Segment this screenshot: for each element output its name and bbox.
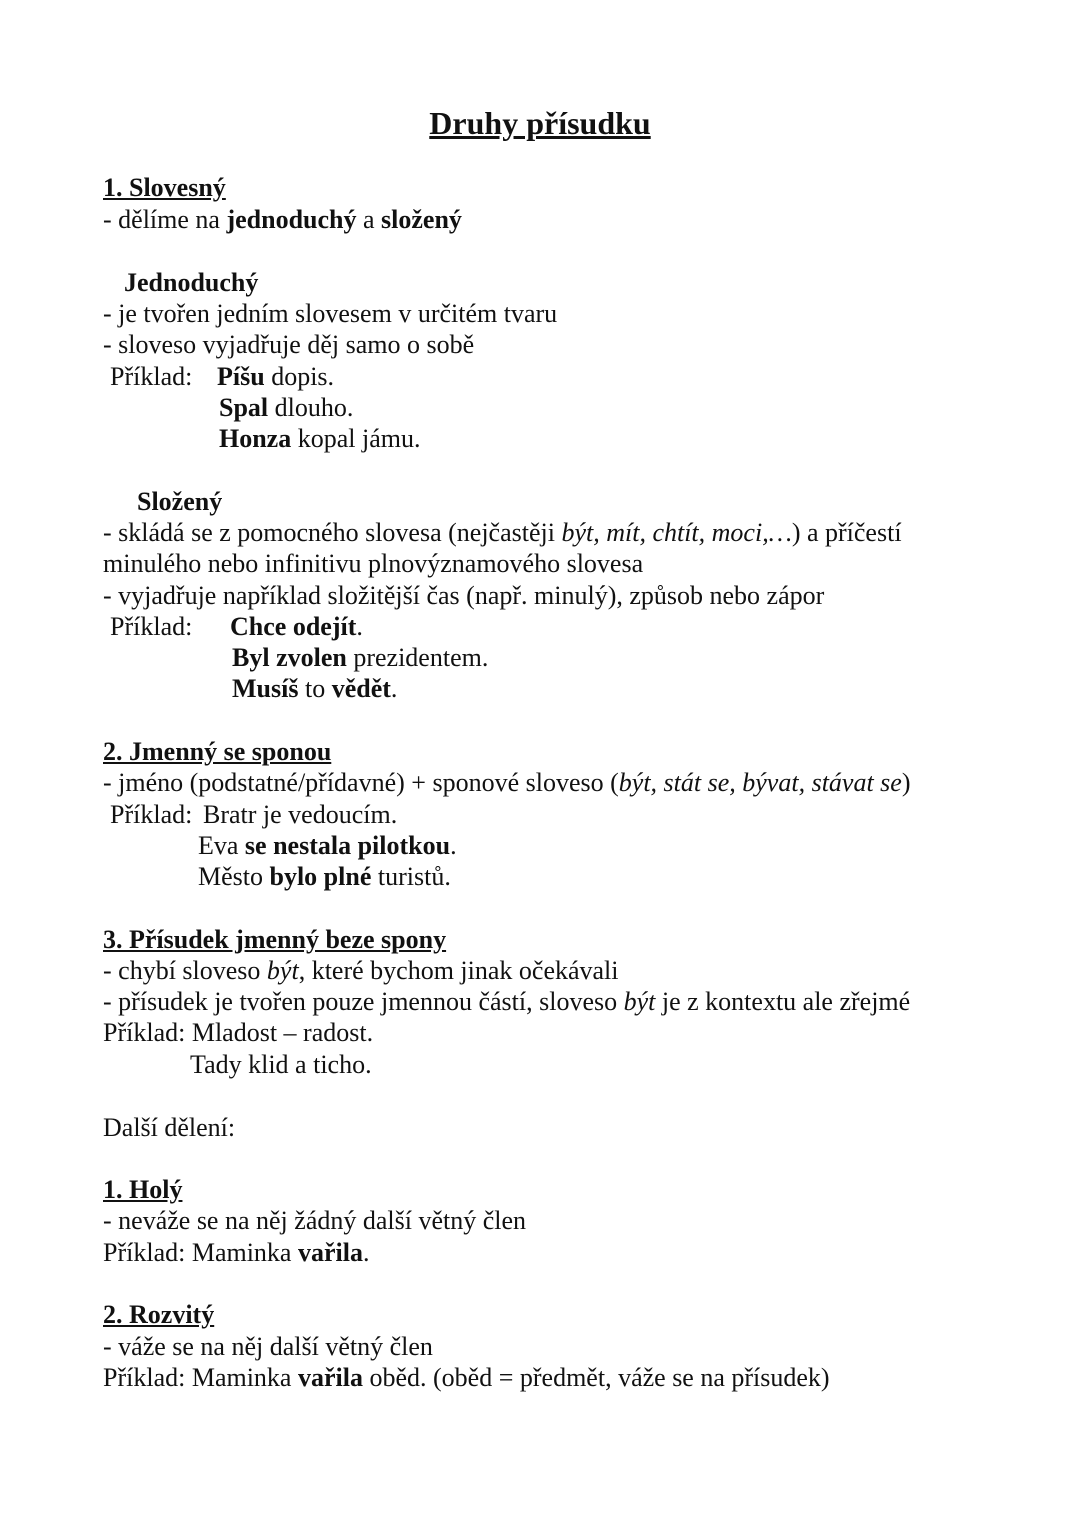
jednoduchy-line-2: - sloveso vyjadřuje děj samo o sobě <box>103 330 475 359</box>
slozeny-line-1: - skládá se z pomocného slovesa (nejčastěji být, mít, chtít, moci,…) a příčestí <box>103 518 902 547</box>
section-heading-rozvity: 2. Rozvitý <box>103 1300 215 1329</box>
example-item: Příklad: Maminka vařila oběd. (oběd = předmět, váže se na přísudek) <box>103 1363 830 1392</box>
example-item: Musíš to vědět. <box>232 674 398 703</box>
beze-spony-line-1: - chybí sloveso být, které bychom jinak očekávali <box>103 956 619 985</box>
example-item: Honza kopal jámu. <box>219 424 421 453</box>
example-item: Tady klid a ticho. <box>190 1050 372 1079</box>
example-label: Příklad: <box>110 612 193 641</box>
example-item: Píšu dopis. <box>217 362 335 391</box>
jednoduchy-line-1: - je tvořen jedním slovesem v určitém tvaru <box>103 299 558 328</box>
example-label: Příklad: <box>110 362 193 391</box>
example-item: Spal dlouho. <box>219 393 354 422</box>
section-heading-beze-spony: 3. Přísudek jmenný beze spony <box>103 925 447 954</box>
example-label: Příklad: <box>110 800 193 829</box>
beze-spony-line-2: - přísudek je tvořen pouze jmennou částí, sloveso být je z kontextu ale zřejmé <box>103 987 911 1016</box>
example-item: Chce odejít. <box>230 612 363 641</box>
section-heading-jmenny-se-sponou: 2. Jmenný se sponou <box>103 737 332 766</box>
further-division-label: Další dělení: <box>103 1113 236 1142</box>
example-item: Eva se nestala pilotkou. <box>198 831 457 860</box>
slovesny-intro: - dělíme na jednoduchý a složený <box>103 205 462 234</box>
rozvity-line-1: - váže se na něj další větný člen <box>103 1332 433 1361</box>
example-item: Příklad: Maminka vařila. <box>103 1238 370 1267</box>
slozeny-line-3: - vyjadřuje například složitější čas (např. minulý), způsob nebo zápor <box>103 581 825 610</box>
example-item: Bratr je vedoucím. <box>203 800 398 829</box>
section-heading-slovesny: 1. Slovesný <box>103 173 226 202</box>
page-title: Druhy přísudku <box>429 105 651 141</box>
subheading-slozeny: Složený <box>137 487 223 516</box>
section-heading-holy: 1. Holý <box>103 1175 183 1204</box>
example-item: Město bylo plné turistů. <box>198 862 451 891</box>
slozeny-line-2: minulého nebo infinitivu plnovýznamového slovesa <box>103 549 644 578</box>
jmenny-line-1: - jméno (podstatné/přídavné) + sponové sloveso (být, stát se, bývat, stávat se) <box>103 768 911 797</box>
example-item: Byl zvolen prezidentem. <box>232 643 489 672</box>
example-item: Příklad: Mladost – radost. <box>103 1018 374 1047</box>
holy-line-1: - neváže se na něj žádný další větný člen <box>103 1206 527 1235</box>
subheading-jednoduchy: Jednoduchý <box>124 268 259 297</box>
